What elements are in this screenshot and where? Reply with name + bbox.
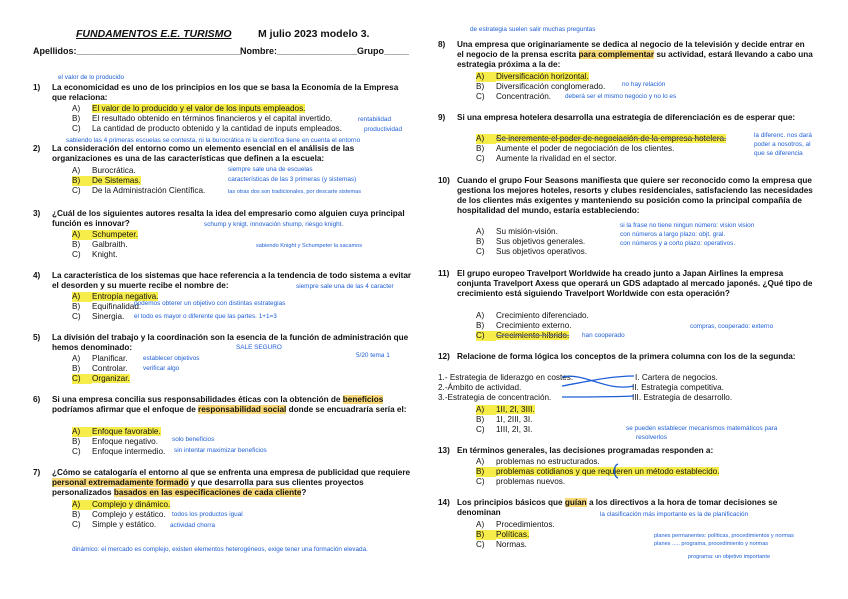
grupo-field: Grupo_____ [357,46,410,56]
q2-note-2: características de las 3 primeras (y sistemas) [228,176,357,183]
q3-number: 3) [33,209,41,218]
q6-option-c: C) Enfoque intermedio. [72,447,166,456]
q8-option-b: B) Diversificación conglomerado. [476,82,606,91]
q7-option-b: B) Complejo y estático. [72,510,166,519]
q9-option-c: C) Aumente la rivalidad en el sector. [476,154,617,163]
q10-option-a: A) Su misión-visión. [476,227,558,236]
q14-note-4: programa: un objetivo importante [688,554,771,560]
q4-option-b: B) Equifinalidad. [72,302,142,311]
q9-note-3: que se diferencia [754,150,803,157]
q11-note-2: compras, cooperado: externo [690,323,774,330]
q5-note-0: SALE SEGURO [236,344,282,351]
q4-note-2: podemos obterer un objetivo con distintas estrategias [134,300,286,307]
nombre-field: Nombre:________________ [240,46,358,56]
q5-number: 5) [33,333,41,342]
q1-option-a: A) El valor de lo producido y el valor de los inputs empleados. [72,104,306,113]
q12-left-3: 3.-Estrategia de concentración. [438,393,552,402]
q10-option-c: C) Sus objetivos operativos. [476,247,588,256]
q8-number: 8) [438,40,446,49]
q11-text: El grupo europeo Travelport Worldwide ha creado junto a Japan Airlines la empresa conjunta Travelport Axess que operará un GDS adaptado al mercado japonés. ¿Qué tipo de crecimiento está siguiendo Travelport Worldwide con esta operación? [457,269,813,298]
q1-option-b: B) El resultado obtenido en términos financieros y el capital invertido. [72,114,333,123]
q11-option-a: A) Crecimiento diferenciado. [476,311,589,320]
q14-option-c: C) Normas. [476,540,527,549]
q2-note-1: siempre sale una de escuelas [228,166,313,173]
q8-option-c: C) Concentración. [476,92,552,101]
q7-text: ¿Cómo se catalogaría el entorno al que se enfrenta una empresa de publicidad que requiere personal extremadamente formado y que desarrolla para sus clientes proyectos personalizados basados en las especificaciones de cada cliente? [52,468,411,497]
q10-note-1: si la frase no tiene ningun número: vision vision [620,222,755,229]
q5-note-2: verificar algo [143,365,180,372]
q7-note-3: dinámico: el mercado es complejo, existen elementos heterogéneos, exige tener una formación elevada. [72,546,368,553]
q12-right-3: III. Estrategia de desarrollo. [632,393,733,402]
q2-option-a: A) Burocrática. [72,166,136,175]
q4-note-3: el todo es mayor o diferente que las partes. 1+1=3 [134,313,277,320]
q7-note-1: todos los productos igual [172,511,243,518]
q13-option-b: B) problemas cotidianos y que requieren un método establecido. [476,467,720,476]
q3-option-b: B) Galbraith. [72,240,128,249]
q12-number: 12) [438,352,450,361]
q5-option-c: C) Organizar. [72,374,130,383]
q3-option-a: A) Schumpeter. [72,230,138,239]
q1-note-1: el valor de lo producido [58,74,125,81]
q1-number: 1) [33,83,41,92]
q1-text: La economicidad es uno de los principios en los que se basa la Economía de la Empresa que relaciona: [52,83,399,102]
q10-number: 10) [438,176,450,185]
q6-note-1: solo beneficios [172,436,215,443]
q10-note-2: con números a largo plazo: objt. gral. [620,231,726,238]
q8-option-a: A) Diversificación horizontal. [476,72,589,81]
q4-option-c: C) Sinergia. [72,312,125,321]
q14-option-b: B) Políticas. [476,530,530,539]
q13-option-a: A) problemas no estructurados. [476,457,600,466]
exam-title: FUNDAMENTOS E.E. TURISMO [76,28,232,40]
q9-option-a: A) Se incremente el poder de negociación de la empresa hotelera. [476,134,727,143]
q9-option-b: B) Aumente el poder de negociación de los clientes. [476,144,675,153]
q14-note-3: planes ..... programa, procedimiento y normas [654,541,769,547]
q13-text: En términos generales, las decisiones programadas responden a: [457,446,714,455]
q2-note-3: las otras dos son tradicionales, por descarte sistemas [228,189,362,195]
q6-note-2: sin intentar maximizar beneficios [174,447,267,454]
q14-note-2: planes permanentes: políticas, procedimientos y normas [654,533,794,539]
apellidos-field: Apellidos:_________________________________ [33,46,242,56]
q6-option-a: A) Enfoque favorable. [72,427,161,436]
q4-text: La característica de los sistemas que hace referencia a la tendencia de todo sistema a evitar el desorden y su muerte recibe el nombre de: [52,271,412,290]
q9-note-2: poder a nosotros, al [754,141,811,148]
q5-note-1: establecer objetivos [143,355,200,362]
q5-text: La división del trabajo y la coordinación son la esencia de la función de administración que hemos denominado: [52,333,409,352]
q2-text: La consideración del entorno como un elemento esencial en el análisis de las organizaciones es una de las características que definen a la escuela: [52,144,355,163]
q5-option-b: B) Controlar. [72,364,128,373]
q10-note-3: con números y a corto plazo: operativos. [620,240,736,247]
q7-number: 7) [33,468,41,477]
q12-note-1: se pueden establecer mecanismos matemáticos para [626,425,778,432]
q13-option-c: C) problemas nuevos. [476,477,566,486]
q6-text: Si una empresa concilia sus responsabilidades éticas con la obtención de beneficios podríamos afirmar que el enfoque de responsabilidad social donde se encuadraría sería el: [52,395,407,414]
q14-number: 14) [438,498,450,507]
q8-note-2: deberá ser el mismo negocio y no lo es [565,93,677,100]
q2-note-0: sabiendo las 4 primeras escuelas se contesta, ni la burocrática ni la científica tiene en cuenta el entorno [66,137,361,144]
q12-note-2: resolverlos [636,434,667,441]
q3-option-c: C) Knight. [72,250,118,259]
q9-text: Si una empresa hotelera desarrolla una estrategia de diferenciación es de esperar que: [457,113,796,122]
q12-matching-lines [560,372,640,404]
q2-option-b: B) De Sistemas. [72,176,141,185]
q5-note-3: 5/20 tema 1 [356,352,390,359]
q5-option-a: A) Planificar. [72,354,128,363]
q1-option-c: C) La cantidad de producto obtenido y la cantidad de inputs empleados. [72,124,342,133]
q8-note-0: de estrategia suelen salir muchas preguntas [470,26,596,33]
q11-note-1: han cooperado [582,332,625,339]
q11-option-b: B) Crecimiento externo. [476,321,572,330]
q14-option-a: A) Procedimientos. [476,520,555,529]
q13-bracket-mark [612,463,620,479]
q8-note-1: no hay relación [622,81,666,88]
q3-note-2: sabiendo Knight y Schumpeter la sacamos [256,243,363,249]
q11-option-c: C) Crecimiento híbrido. [476,331,570,340]
q10-text: Cuando el grupo Four Seasons manifiesta que quiere ser reconocido como la empresa que gestiona los mejores hoteles, resorts y clubes residenciales, satisfaciendo las necesidades de los clientes más exigentes y manteniendo su posición como la principal compañía de hospitalidad del mundo, estaría estableciendo: [457,176,813,215]
q12-right-1: I. Cartera de negocios. [635,373,718,382]
q8-text: Una empresa que originariamente se dedica al negocio de la televisión y decide entrar en el negocio de la prensa escrita para complementar su actividad, estará llevando a cabo una estrategia próxima a la de: [457,40,813,69]
q1-note-2: rentabilidad [358,116,392,123]
q1-note-3: productividad [364,126,403,133]
q12-left-1: 1.- Estrategia de liderazgo en costes. [438,373,574,382]
exam-subtitle: M julio 2023 modelo 3. [258,28,370,40]
q7-note-2: actividad chorra [170,522,216,529]
q3-text: ¿Cuál de los siguientes autores resalta la idea del empresario como alguien cuya principal función es innovar? [52,209,405,228]
q4-option-a: A) Entropía negativa. [72,292,159,301]
q7-option-c: C) Simple y estático. [72,520,157,529]
q6-option-b: B) Enfoque negativo. [72,437,159,446]
q6-number: 6) [33,395,41,404]
q9-note-1: la diferenc. nos dará [754,132,812,139]
q12-option-c: C) 1III, 2I, 3I. [476,425,533,434]
q14-text: Los principios básicos que guían a los directivos a la hora de tomar decisiones se denominan [457,498,778,517]
q11-number: 11) [438,269,450,278]
q13-number: 13) [438,446,450,455]
q4-note-1: siempre sale una de las 4 caracter [296,283,394,290]
q2-option-c: C) De la Administración Científica. [72,186,206,195]
q12-text: Relacione de forma lógica los conceptos de la primera columna con los de la segunda: [457,352,796,361]
q14-note-1: la clasificación más importante es la de planificación [600,511,749,518]
q12-option-a: A) 1II, 2I, 3III. [476,405,535,414]
q2-number: 2) [33,144,41,153]
q10-option-b: B) Sus objetivos generales. [476,237,586,246]
q12-option-b: B) 1I, 2III, 3I. [476,415,533,424]
q9-number: 9) [438,113,446,122]
q4-number: 4) [33,271,41,280]
q7-option-a: A) Complejo y dinámico. [72,500,171,509]
q12-right-2: II. Estrategia competitiva. [632,383,724,392]
q12-left-2: 2.-Ámbito de actividad. [438,383,522,392]
q3-note-1: schump y knigt. innovación shump, riesgo knight. [204,221,344,228]
